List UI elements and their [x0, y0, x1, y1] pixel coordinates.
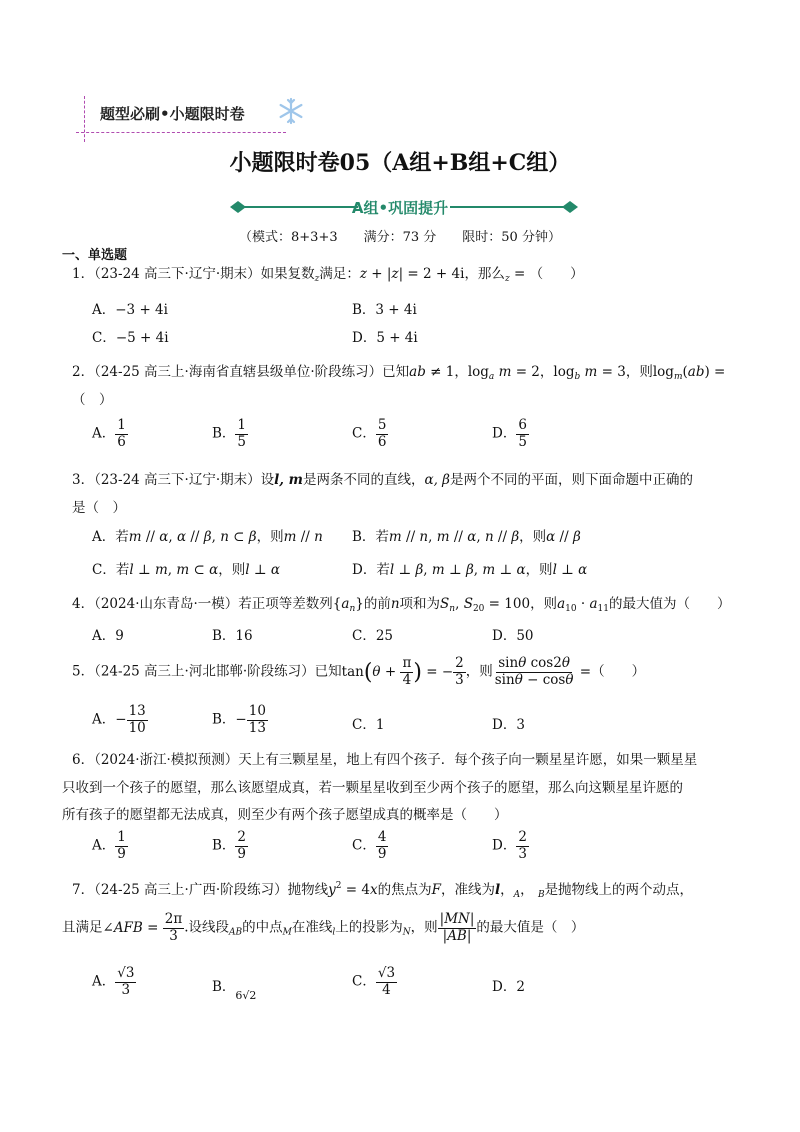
question-text: 且满足 [62, 919, 103, 936]
option-b[interactable]: B．$_{6√2}$ [212, 979, 257, 1002]
option-c[interactable]: C． $\frac{√3}{4}$ [352, 965, 396, 998]
option-a[interactable]: A．若m // α, α // β, n ⊂ β，则m // n [92, 529, 323, 545]
option-a[interactable]: A． $\frac{1}{9}$ [92, 829, 126, 862]
question-5 [72, 656, 645, 688]
option-c[interactable]: C．25 [352, 628, 394, 644]
option-value: −5 + 4i [115, 330, 169, 346]
option-d[interactable]: D．2 [492, 979, 525, 995]
question-text: 是两个不同的平面，则下面命题中正确的 [449, 472, 693, 488]
question-1: 1．（23-24 高三下·辽宁·期末）如果复数$_z$满足：z + |z| = 2 + 4i，那么$_z$ = （ ） [72, 266, 584, 284]
math-expression: z + |z| = 2 + 4i [359, 266, 465, 282]
question-text: （ ） [591, 663, 646, 680]
option-d[interactable]: D． $\frac{6}{5}$ [492, 417, 527, 450]
header-label: 题型必刷•小题限时卷 [100, 105, 245, 123]
question-text: 满足： [319, 266, 360, 282]
section-heading: 一、单选题 [62, 248, 128, 263]
option-b[interactable]: B．− $\frac{10}{13}$ [212, 703, 266, 736]
question-text: 所有孩子的愿望都无法成真，则至少有两个孩子愿望成真的概率是（ ） [62, 807, 508, 823]
question-text: 的焦点为 [377, 882, 432, 898]
question-text: 的前 [363, 596, 391, 612]
question-text: ，则 [465, 663, 493, 680]
option-letter: D． [352, 330, 377, 346]
question-text: 如果复数 [260, 266, 315, 282]
question-text: ，则 [410, 919, 438, 936]
page-title: 小题限时卷05（A组+B组+C组） [229, 150, 571, 176]
question-text: 已知 [314, 663, 342, 680]
math-expression: ab ≠ 1 [409, 364, 455, 380]
question-4: 4．（2024·山东青岛·一模）若正项等差数列$\{a_n\}$的前n项和为$S_n$, $S_{20} = 100$，则$a_{10} \cdot a_{11}$的最大值为（ ） [72, 596, 731, 614]
option-fraction: $\frac{13}{10}$ [128, 703, 146, 736]
math-expression: α, β [424, 472, 450, 488]
math-expression: $y^2 = 4x$ [328, 881, 378, 898]
question-text: 是两条不同的直线， [302, 472, 425, 488]
math-expression: ∠AFB = $\frac{2\pi}{3}$ [102, 911, 183, 944]
question-text: ， [454, 364, 468, 380]
option-fraction: $\frac{2}{9}$ [237, 829, 247, 862]
question-number: 2． [72, 364, 95, 380]
question-text: ，则 [530, 596, 558, 612]
math-expression: $\log_a m = 2$ [467, 364, 540, 382]
question-number: 3． [72, 472, 95, 488]
option-a[interactable]: A．− $\frac{13}{10}$ [92, 703, 146, 736]
question-text: .设线段 [184, 919, 230, 936]
math-expression: $\log_b m = 3$ [553, 364, 626, 382]
option-c[interactable]: C． $\frac{4}{9}$ [352, 829, 387, 862]
option-fraction: $\frac{√3}{3}$ [117, 965, 135, 998]
snowflake-icon [276, 96, 306, 126]
question-7-line-2: 且满足∠AFB = $\frac{2\pi}{3}$ .设线段$_{AB}$的中点$_M$在准线$_l$上的投影为$_N$，则 $\frac{|MN|}{|AB|}$ 的最大值是（ ） [62, 911, 585, 944]
option-b[interactable]: B．16 [212, 628, 253, 644]
question-source: （23-24 高三下·辽宁·期末） [94, 266, 261, 282]
question-text: ，则 [625, 364, 653, 380]
question-text: 的最大值是（ ） [476, 919, 585, 936]
header-divider-vertical [84, 96, 85, 142]
question-text: ，那么 [464, 266, 505, 282]
option-letter: A． [92, 302, 116, 318]
question-source: （24-25 高三上·广西·阶段练习） [94, 882, 288, 898]
question-number: 4． [72, 596, 95, 612]
option-c[interactable] [92, 326, 169, 346]
question-text: 天上有三颗星星，地上有四个孩子．每个孩子向一颗星星许愿，如果一颗星星 [238, 752, 698, 768]
math-expression: $\frac{\text{sinθ cos2θ}}{\sin\theta - \cos\theta}$ = [494, 655, 592, 688]
question-number: 6． [72, 752, 95, 768]
question-text: 若正项等差数列 [238, 596, 333, 612]
question-source: （24-25 高三上·海南省直辖县级单位·阶段练习） [94, 364, 383, 380]
question-source: （23-24 高三下·辽宁·期末） [94, 472, 261, 488]
question-text: 抛物线 [287, 882, 329, 898]
question-text: 的中点 [242, 919, 283, 936]
math-expression: $a_{10} \cdot a_{11}$ [557, 596, 609, 614]
option-d[interactable]: D．若l ⊥ β, m ⊥ β, m ⊥ α，则l ⊥ α [352, 562, 588, 578]
question-source: （2024·浙江·模拟预测） [94, 752, 239, 768]
question-2 [72, 360, 725, 382]
option-fraction: $\frac{1}{9}$ [117, 829, 126, 862]
header-divider-horizontal [76, 132, 286, 133]
math-expression: $\log_m(ab)$ = [652, 364, 726, 382]
option-letter: C． [92, 330, 116, 346]
option-d[interactable]: D． $\frac{2}{3}$ [492, 829, 527, 862]
option-a[interactable]: A． $\frac{√3}{3}$ [92, 965, 135, 998]
option-letter: B． [352, 302, 376, 318]
option-fraction: $\frac{√3}{4}$ [377, 965, 396, 998]
question-text: 在准线 [291, 919, 333, 936]
question-number: 5． [72, 663, 95, 680]
option-b[interactable]: B． $\frac{2}{9}$ [212, 829, 247, 862]
question-text: 项和为 [399, 596, 441, 612]
option-a[interactable] [92, 298, 168, 318]
question-text: （ ） [529, 266, 584, 282]
option-b[interactable] [352, 298, 417, 318]
exam-mode-info: （模式：8+3+3 满分：73 分 限时：50 分钟） [239, 230, 561, 245]
question-text: 的最大值为（ ） [608, 596, 731, 612]
option-fraction: $\frac{5}{6}$ [377, 417, 387, 450]
question-text: ， [500, 882, 514, 898]
question-3 [72, 468, 693, 488]
question-text: 已知 [382, 364, 410, 380]
group-a-banner-label: A组•巩固提升 [351, 199, 449, 217]
question-6 [72, 748, 697, 768]
option-d[interactable]: D．3 [492, 717, 525, 733]
option-fraction: $\frac{2}{3}$ [518, 829, 527, 862]
option-value: 3 + 4i [375, 302, 417, 318]
math-expression: $S_n$, $S_{20} = 100$ [440, 596, 531, 614]
option-value: 5 + 4i [376, 330, 418, 346]
answer-paren: （ ） [72, 392, 113, 408]
math-expression: $\frac{|MN|}{|AB|}$ [439, 911, 475, 944]
question-text: 是（ ） [72, 500, 126, 516]
option-b[interactable]: B．若m // n, m // α, n // β，则α // β [352, 529, 581, 545]
option-fraction: $\frac{1}{6}$ [117, 417, 126, 450]
option-d[interactable] [352, 326, 418, 346]
option-a[interactable]: A． $\frac{1}{6}$ [92, 417, 126, 450]
question-number: 1． [72, 266, 95, 282]
question-text: 上的投影为 [335, 919, 403, 936]
question-source: （2024·山东青岛·一模） [94, 596, 239, 612]
math-expression: $\{a_n\}$ [332, 596, 364, 614]
math-expression: tan(θ + $\frac{\pi}{4}$ ) = − $\frac{2}{3}$ [341, 655, 464, 688]
option-c[interactable]: C．1 [352, 717, 385, 733]
question-text: 设 [260, 472, 275, 488]
question-text: 是抛物线上的两个动点， [544, 882, 694, 898]
option-fraction: $\frac{6}{5}$ [518, 417, 527, 450]
math-expression: l, m [274, 472, 303, 488]
question-text: ， [539, 364, 554, 380]
option-value: −3 + 4i [115, 302, 168, 318]
question-text: ，准线为 [441, 882, 495, 898]
question-source: （24-25 高三上·河北邯郸·阶段练习） [94, 663, 315, 680]
question-text: 只收到一个孩子的愿望，那么该愿望成真，若一颗星星收到至少两个孩子的愿望，那么向这颗星星许愿的 [62, 780, 683, 796]
option-d[interactable]: D．50 [492, 628, 534, 644]
option-c[interactable]: C．若l ⊥ m, m ⊂ α，则l ⊥ α [92, 562, 280, 578]
option-fraction: $\frac{1}{5}$ [237, 417, 247, 450]
option-fraction: $\frac{4}{9}$ [377, 829, 387, 862]
option-b[interactable]: B． $\frac{1}{5}$ [212, 417, 247, 450]
option-a[interactable]: A．9 [92, 628, 124, 644]
question-7: 7．（24-25 高三上·广西·阶段练习）抛物线$y^2 = 4x$的焦点为F，准线为l，$_A$， $_B$是抛物线上的两个动点， [72, 881, 694, 900]
question-number: 7． [72, 882, 95, 898]
option-c[interactable]: C． $\frac{5}{6}$ [352, 417, 387, 450]
option-fraction: $\frac{10}{13}$ [248, 703, 266, 736]
